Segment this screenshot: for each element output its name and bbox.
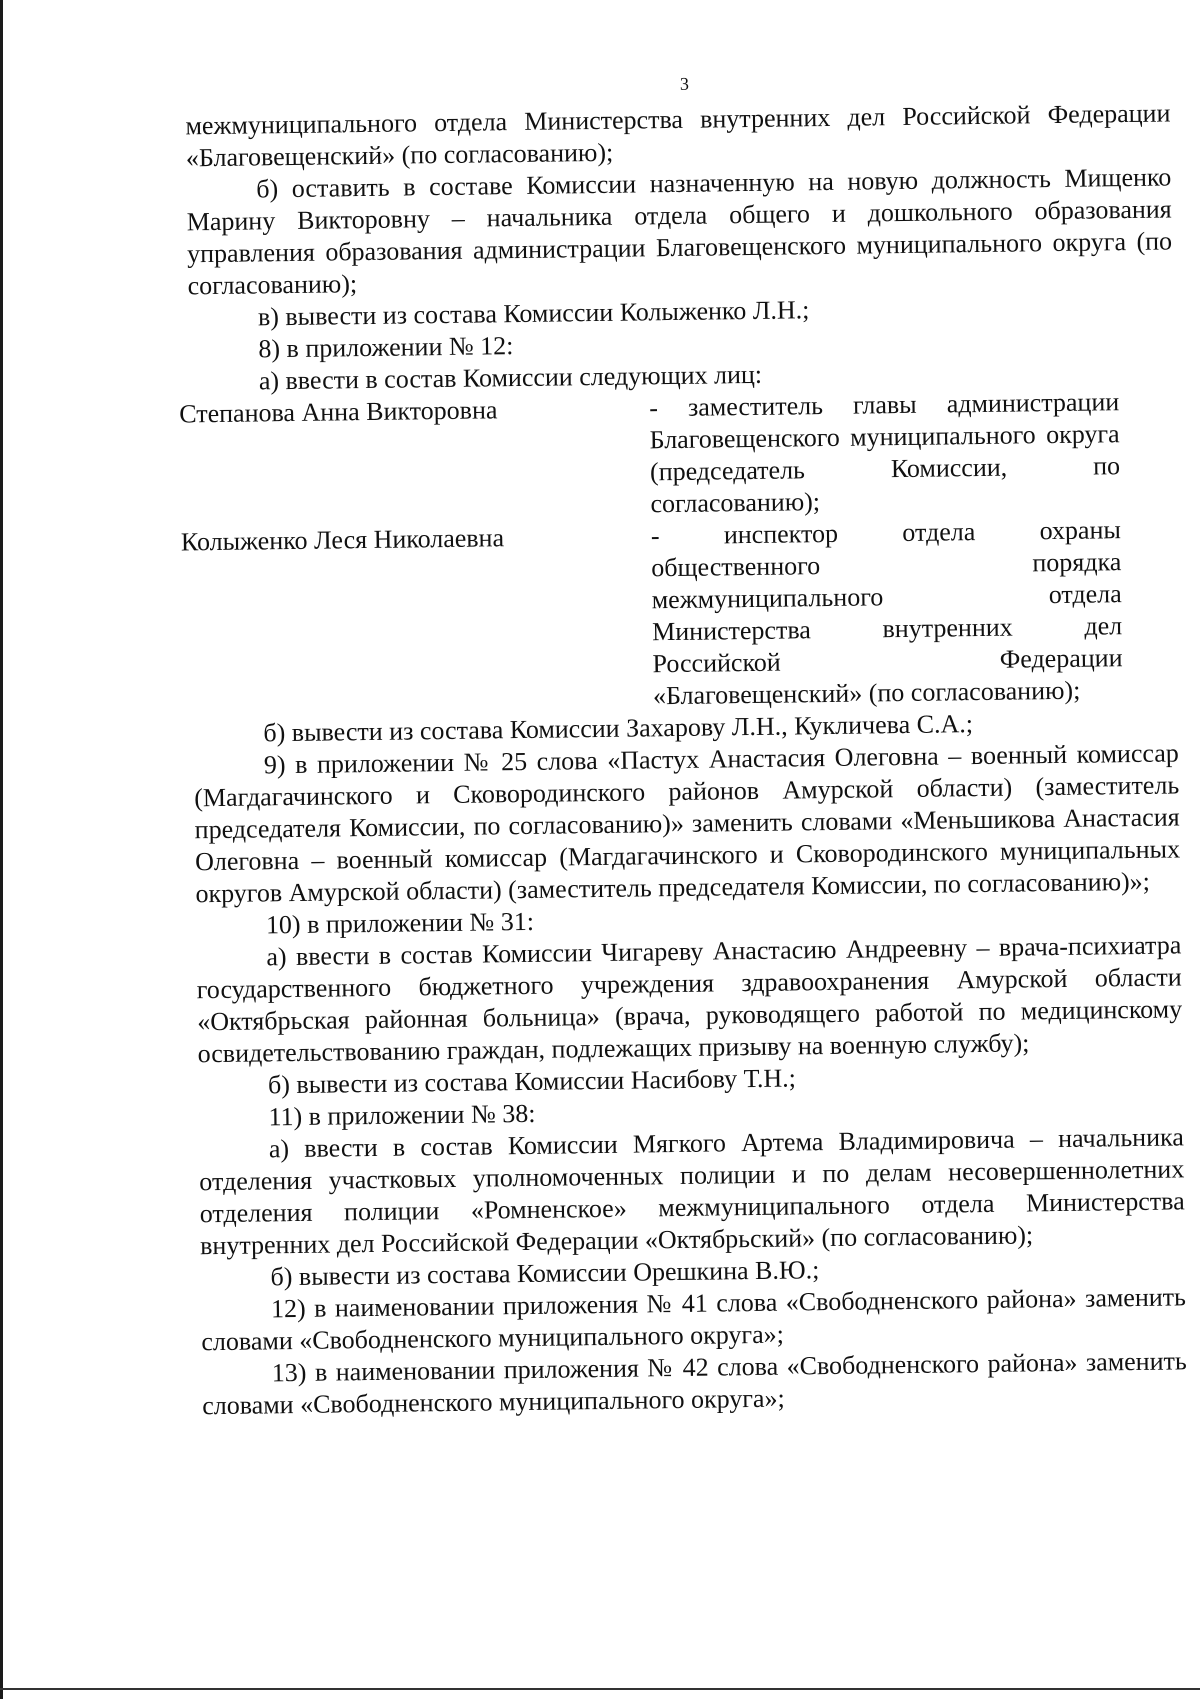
- members-list: [179, 385, 1178, 718]
- paragraph: 10) в приложении № 31:: [265, 906, 535, 940]
- paragraph: 9) в приложении № 25 слова «Пастух Анастасия Олеговна – военный комиссар (Магдагачинского и Сковородинского районов Амурской области) (заместитель председателя Комиссии, по согласованию)» заменить словами «Меньшикова Анастасия Олеговна – военный комиссар (Магдагачинского и Сковородинского муниципальных округов Амурской области) (заместитель председателя Комиссии, по согласованию)»;: [194, 738, 1181, 909]
- paragraph: 11) в приложении № 38:: [268, 1098, 536, 1132]
- paragraph: 12) в наименовании приложения № 41 слова «Свободненского района» заменить словами «Свободненского муниципального округа»;: [201, 1282, 1187, 1357]
- paragraph: а) ввести в состав Комиссии следующих лиц:: [258, 359, 763, 396]
- paragraph: межмуниципального отдела Министерства внутренних дел Российской Федерации «Благовещенский» (по согласованию);: [185, 98, 1171, 173]
- member-row: [181, 513, 1178, 718]
- paragraph: а) ввести в состав Комиссии Мягкого Артема Владимировича – начальника отделения участковых уполномоченных полиции и по делам несовершеннолетних отделения полиции «Ромненское» межмуниципального отдела Министерства внутренних дел Российской Федерации «Октябрьский» (по согласованию);: [199, 1122, 1185, 1261]
- member-description: - заместитель главы администрации Благовещенского муниципального округа (председатель Комиссии, по согласованию);: [649, 387, 1121, 519]
- paragraph: б) оставить в составе Комиссии назначенную на новую должность Мищенко Марину Викторовну – начальника отдела общего и дошкольного образования управления образования администрации Благовещенского муниципального округа (по согласованию);: [186, 162, 1173, 301]
- paragraph: 8) в приложении № 12:: [258, 331, 514, 364]
- document-body: [179, 97, 1187, 1422]
- member-name: Колыженко Леся Николаевна: [180, 523, 505, 557]
- scan-bottom-edge: [0, 1688, 1200, 1690]
- member-name: Степанова Анна Викторовна: [179, 395, 498, 429]
- page-number: 3: [679, 73, 690, 94]
- paragraph: а) ввести в состав Комиссии Чигареву Анастасию Андреевну – врача-психиатра государственного бюджетного учреждения здравоохранения Амурской области «Октябрьская районная больница» (врача, руководящего работой по медицинскому освидетельствованию граждан, подлежащих призыву на военную службу);: [196, 930, 1183, 1069]
- paragraph: б) вывести из состава Комиссии Орешкина В.Ю.;: [270, 1255, 820, 1292]
- paragraph: б) вывести из состава Комиссии Насибову Т.Н.;: [267, 1063, 797, 1100]
- scan-left-edge: [0, 0, 3, 1699]
- paragraph: 13) в наименовании приложения № 42 слова «Свободненского района» заменить словами «Свободненского муниципального округа»;: [202, 1346, 1187, 1421]
- paragraph: в) вывести из состава Комиссии Колыженко Л.Н.;: [257, 295, 810, 332]
- member-description: - инспектор отдела охраны общественного порядка межмуниципального отдела Министерства внутренних дел Российской Федерации «Благовещенский» (по согласованию);: [650, 515, 1123, 711]
- member-row: [179, 385, 1176, 526]
- paragraph: б) вывести из состава Комиссии Захарову Л.Н., Кукличева С.А.;: [263, 709, 974, 748]
